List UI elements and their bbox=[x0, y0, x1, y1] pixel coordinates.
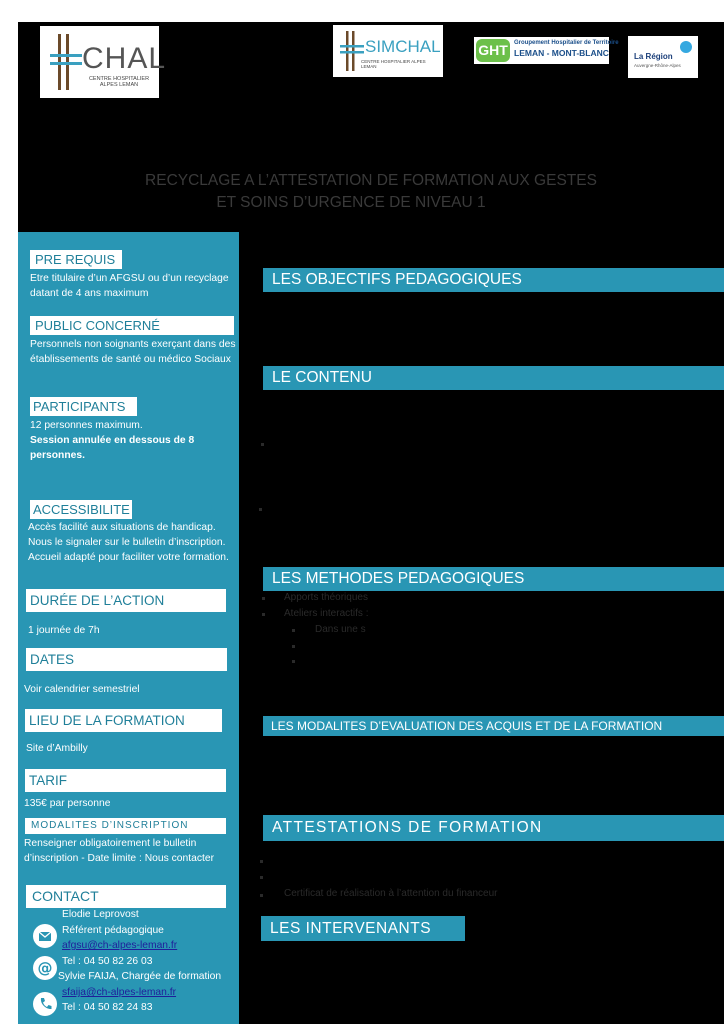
accessibilite-text: Accès facilité aux situations de handicap. Nous le signaler sur le bulletin d’inscription. Accueil adapté pour faciliter votre formation. bbox=[28, 522, 229, 563]
simchal-logo-name: SIMCHAL bbox=[365, 37, 441, 56]
chal-emblem-icon bbox=[46, 32, 86, 92]
bullet-marker bbox=[261, 443, 264, 446]
lieu-text: Site d’Ambilly bbox=[26, 743, 88, 754]
chal-logo bbox=[40, 26, 167, 98]
contact-tel1: Tel : 04 50 82 26 03 bbox=[62, 956, 153, 967]
methodes-item: Apports théoriques bbox=[284, 592, 368, 603]
ght-logo-line2: LEMAN - MONT-BLANC bbox=[514, 48, 609, 58]
page-title-line2: ET SOINS D’URGENCE DE NIVEAU 1 bbox=[216, 194, 486, 211]
bullet-marker bbox=[260, 894, 263, 897]
bullet-marker bbox=[262, 597, 265, 600]
methodes-heading: LES METHODES PEDAGOGIQUES bbox=[263, 567, 724, 591]
envelope-icon bbox=[33, 924, 57, 948]
simchal-logo-subtitle: CENTRE HOSPITALIER ALPES LEMAN bbox=[361, 59, 426, 69]
contact-label: CONTACT bbox=[26, 885, 226, 908]
bullet-marker bbox=[292, 645, 295, 648]
contact-email2-link[interactable]: sfaija@ch-alpes-leman.fr bbox=[62, 987, 177, 998]
contact-tel2: Tel : 04 50 82 24 83 bbox=[62, 1002, 153, 1013]
at-sign-icon bbox=[33, 956, 57, 980]
bullet-marker bbox=[260, 876, 263, 879]
region-logo-icon bbox=[680, 41, 692, 53]
intervenants-heading: LES INTERVENANTS bbox=[261, 916, 465, 941]
contact-name1: Elodie Leprovost bbox=[62, 909, 139, 920]
contenu-heading: LE CONTENU bbox=[263, 366, 724, 390]
participants-label: PARTICIPANTS bbox=[30, 397, 137, 416]
chal-logo-name: CHAL bbox=[82, 42, 167, 75]
ght-logo-line1: Groupement Hospitalier de Territoire bbox=[514, 40, 619, 46]
bullet-marker bbox=[292, 660, 295, 663]
attestations-heading: ATTESTATIONS DE FORMATION bbox=[263, 815, 724, 841]
objectifs-heading: LES OBJECTIFS PEDAGOGIQUES bbox=[263, 268, 724, 292]
prerequis-text: Etre titulaire d’un AFGSU ou d’un recyclage datant de 4 ans maximum bbox=[30, 273, 229, 299]
chal-logo-subtitle: CENTRE HOSPITALIER ALPES LEMAN bbox=[88, 76, 150, 88]
ght-logo bbox=[474, 37, 619, 64]
dates-label: DATES bbox=[26, 648, 227, 671]
ght-logo-mark: GHT bbox=[476, 39, 510, 62]
contact-name2: Sylvie FAIJA, Chargée de formation bbox=[58, 971, 222, 982]
bullet-marker bbox=[292, 629, 295, 632]
page-title-line1: RECYCLAGE A L’ATTESTATION DE FORMATION AUX GESTES bbox=[145, 172, 597, 189]
bullet-marker bbox=[259, 508, 262, 511]
duree-text: 1 journée de 7h bbox=[28, 625, 100, 636]
accessibilite-label: ACCESSIBILITE bbox=[30, 500, 132, 519]
info-sidebar bbox=[18, 232, 239, 1024]
duree-label: DURÉE DE L’ACTION bbox=[26, 589, 226, 612]
contact-role1: Référent pédagogique bbox=[62, 925, 164, 936]
participants-line1: 12 personnes maximum. bbox=[30, 420, 143, 431]
prerequis-label: PRE REQUIS bbox=[30, 250, 122, 269]
bullet-marker bbox=[262, 613, 265, 616]
dates-text: Voir calendrier semestriel bbox=[24, 684, 140, 695]
public-label: PUBLIC CONCERNÉ bbox=[30, 316, 234, 335]
flyer-page bbox=[18, 22, 724, 1024]
bullet-marker bbox=[260, 860, 263, 863]
page-title bbox=[18, 170, 724, 214]
participants-line2: Session annulée en dessous de 8 personnes. bbox=[30, 435, 195, 461]
inscription-label: MODALITES D’INSCRIPTION bbox=[25, 818, 226, 834]
inscription-text: Renseigner obligatoirement le bulletin d’inscription - Date limite : Nous contacter bbox=[24, 838, 214, 864]
methodes-item: Ateliers interactifs : bbox=[284, 608, 369, 619]
svg-text:@: @ bbox=[37, 959, 53, 977]
public-text: Personnels non soignants exerçant dans des établissements de santé ou médico Sociaux bbox=[30, 339, 236, 365]
phone-icon bbox=[33, 992, 57, 1016]
region-logo-name: La Région bbox=[634, 52, 673, 61]
evaluation-heading: LES MODALITES D’EVALUATION DES ACQUIS ET DE LA FORMATION bbox=[263, 716, 724, 736]
tarif-text: 135€ par personne bbox=[24, 798, 111, 809]
region-logo-subtitle: Auvergne-Rhône-Alpes bbox=[634, 63, 681, 68]
tarif-label: TARIF bbox=[25, 769, 226, 792]
region-logo bbox=[628, 36, 698, 78]
lieu-label: LIEU DE LA FORMATION bbox=[25, 709, 222, 732]
contact-email1-link[interactable]: afgsu@ch-alpes-leman.fr bbox=[62, 940, 178, 951]
simchal-logo bbox=[333, 25, 443, 77]
attestations-item: Certificat de réalisation à l’attention du financeur bbox=[284, 888, 498, 899]
methodes-subitem: Dans une s bbox=[315, 624, 366, 635]
